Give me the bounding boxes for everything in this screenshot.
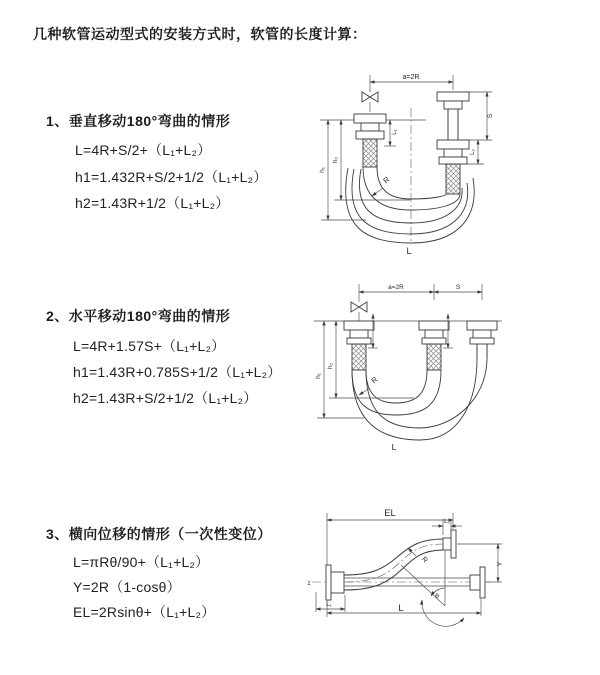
dim-s xyxy=(434,284,482,292)
dim-label-h1: h₁ xyxy=(315,373,322,379)
dim-l2 xyxy=(470,140,478,164)
valve-icon xyxy=(351,298,367,321)
dim-l xyxy=(327,599,481,616)
dim-r xyxy=(359,375,380,395)
left-flange xyxy=(326,565,344,600)
section-1-formula-L: L=4R+S/2+（L₁+L₂） xyxy=(75,142,212,158)
dim-label-r: R xyxy=(419,555,429,565)
dim-label-el: EL xyxy=(384,508,396,519)
section-3-formula-Y: Y=2R（1-cosθ） xyxy=(73,579,181,595)
braided-hose-section xyxy=(352,344,366,370)
dim-label-h2: h₂ xyxy=(332,156,339,164)
dim-label-h1: h₁ xyxy=(319,167,326,173)
section-3-formula-EL: EL=2Rsinθ+（L₁+L₂） xyxy=(73,604,216,620)
dim-label-l2: L₂ xyxy=(444,519,450,525)
dim-label-a2r: a=2R xyxy=(388,284,404,291)
dim-label-l1: L₁ xyxy=(392,129,398,135)
braided-hose-section xyxy=(446,164,460,194)
dim-label-y: Y xyxy=(497,561,504,567)
section-2-formula-h2: h2=1.43R+S/2+1/2（L₁+L₂） xyxy=(73,390,258,406)
section-2-formula-h1: h1=1.43R+0.785S+1/2（L₁+L₂） xyxy=(73,364,282,380)
diagram-vertical-180-bend xyxy=(306,66,598,264)
dim-label-l: L xyxy=(398,603,404,614)
middle-riser-fitting xyxy=(419,321,449,370)
braided-hose-section xyxy=(427,344,441,370)
s-curve-hose xyxy=(344,539,443,590)
right-riser-fitting xyxy=(437,92,469,194)
section-1-formula-h1: h1=1.432R+S/2+1/2（L₁+L₂） xyxy=(75,169,268,185)
right-riser-fitting xyxy=(467,321,497,358)
left-riser-fitting xyxy=(344,321,374,370)
page-title: 几种软管运动型式的安装方式时，软管的长度计算： xyxy=(33,26,367,42)
braided-hose-section xyxy=(363,139,377,167)
dim-label-l: L xyxy=(406,246,412,256)
dim-label-s: S xyxy=(487,113,494,119)
diagram-lateral-displacement xyxy=(296,500,600,648)
dim-label-r: R xyxy=(369,374,380,386)
section-3-formula-L: L=πRθ/90+（L₁+L₂） xyxy=(73,554,210,570)
dim-h2 xyxy=(327,321,414,398)
dim-label-r: R xyxy=(381,174,392,186)
dim-label-l1: L₁ xyxy=(326,602,332,608)
dim-label-l2: L₂ xyxy=(470,149,476,155)
dim-s xyxy=(463,92,494,164)
section-2-heading: 2、水平移动180°弯曲的情形 xyxy=(46,308,231,324)
section-2-formula-L: L=4R+1.57S+（L₁+L₂） xyxy=(73,338,226,354)
section-1-heading: 1、垂直移动180°弯曲的情形 xyxy=(46,113,231,129)
hose-u-bends xyxy=(352,358,487,440)
centerline-end-mark: z xyxy=(307,581,311,587)
lower-right-flange xyxy=(470,567,485,598)
valve-icon xyxy=(362,88,378,112)
dim-label-s: S xyxy=(455,284,461,291)
dim-l2 xyxy=(432,519,462,535)
dim-label-theta: θ xyxy=(435,593,439,600)
dim-r xyxy=(372,175,392,196)
left-riser-fitting xyxy=(354,114,386,167)
dim-a-2r xyxy=(370,74,453,90)
dim-label-a2r: a=2R xyxy=(402,74,420,81)
dim-l1 xyxy=(384,120,398,146)
dim-label-l: L xyxy=(391,442,397,452)
dim-label-h2: h₂ xyxy=(327,362,334,370)
section-1-formula-h2: h2=1.43R+1/2（L₁+L₂） xyxy=(75,195,230,211)
diagram-horizontal-180-bend xyxy=(306,276,598,476)
section-3-heading: 3、横向位移的情形（一次性变位） xyxy=(46,526,272,542)
